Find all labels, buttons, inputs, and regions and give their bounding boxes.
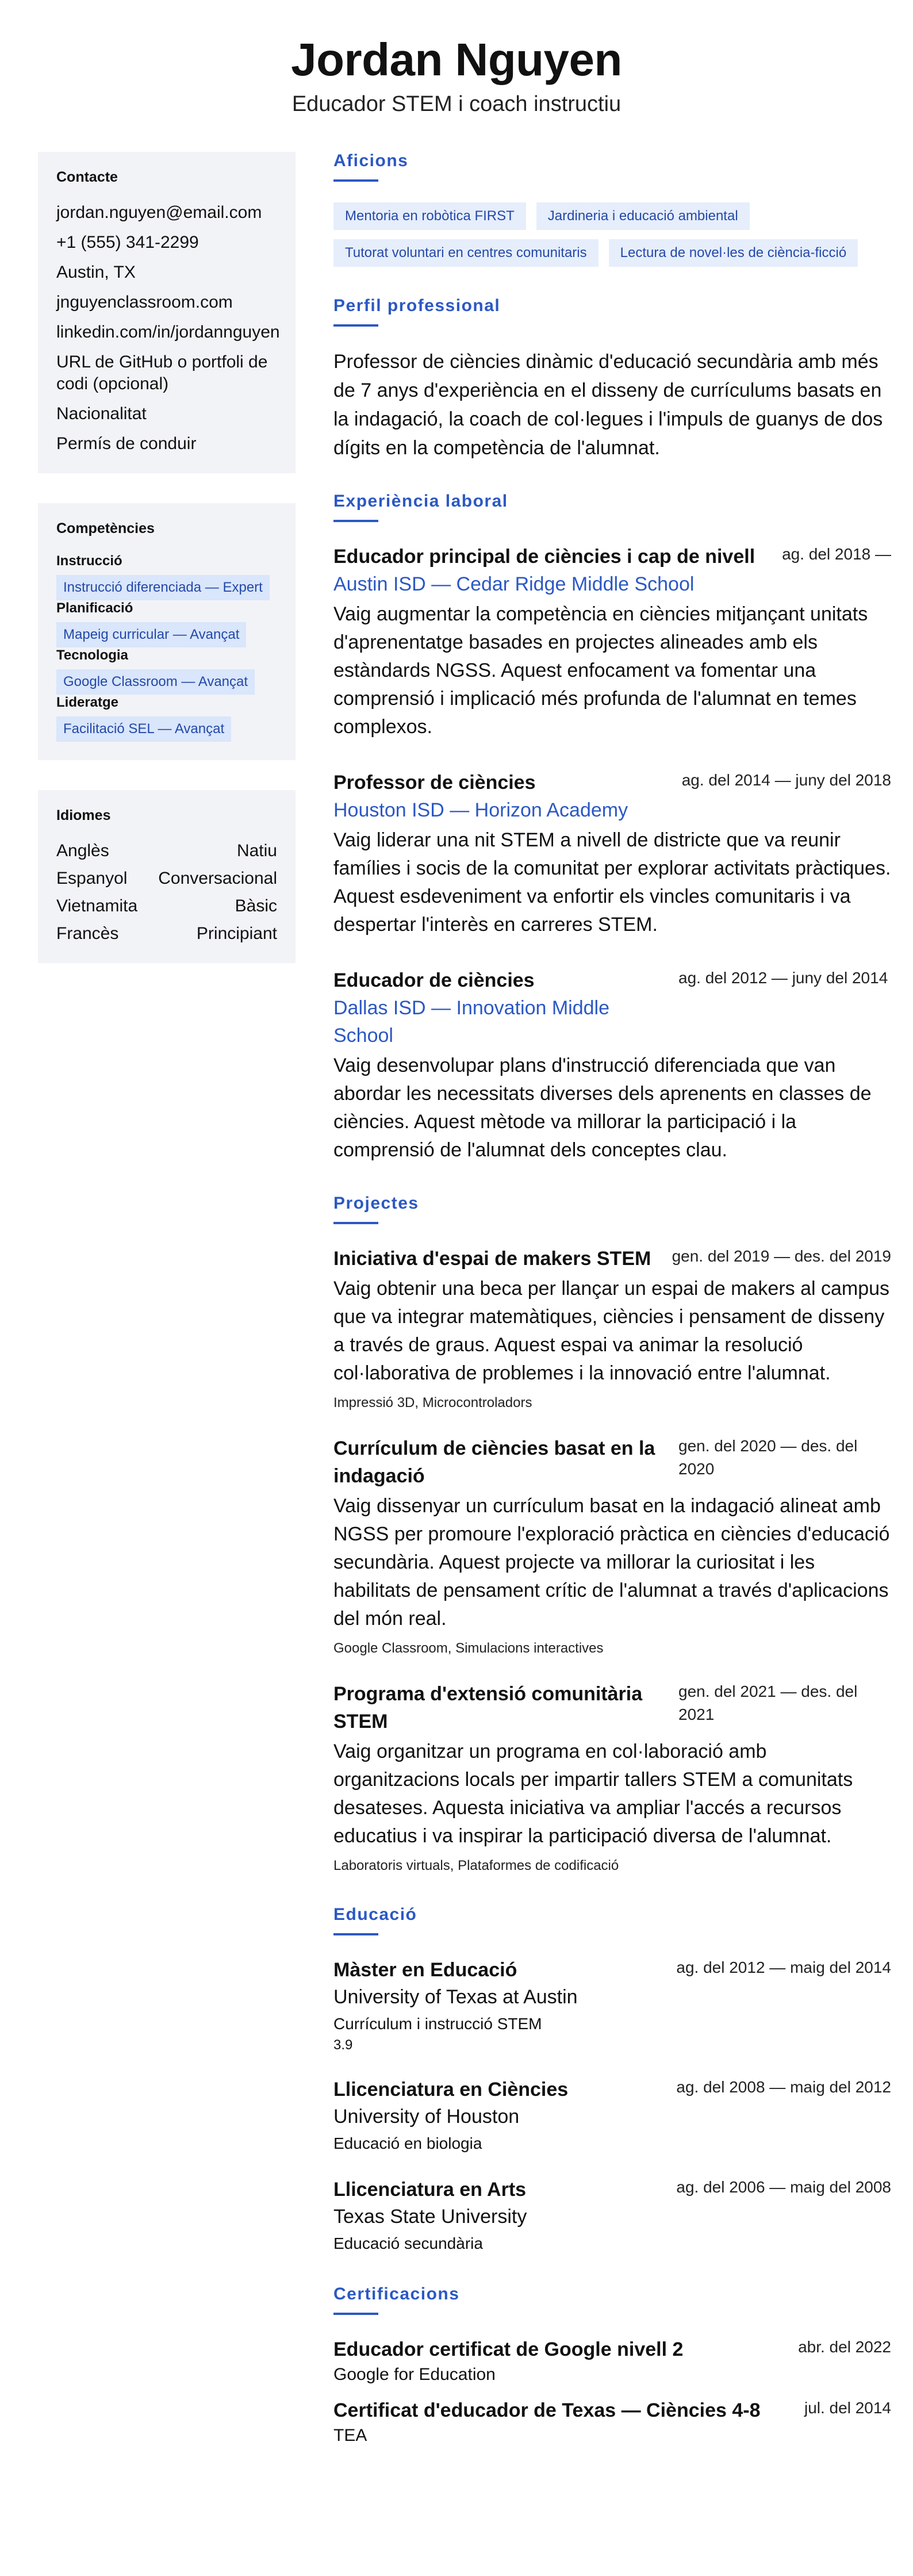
project-tags: Google Classroom, Simulacions interactives — [333, 1640, 604, 1656]
contact-email[interactable]: jordan.nguyen@email.com — [56, 203, 262, 222]
skill-category: Instrucció — [56, 553, 122, 569]
language-row — [56, 868, 277, 890]
project-entry — [333, 1680, 891, 1876]
experience-section — [333, 490, 891, 1164]
hobby-chip: Tutorat voluntari en centres comunitaris — [333, 239, 599, 267]
gpa: 3.9 — [333, 2037, 353, 2053]
section-divider — [333, 1222, 378, 1224]
sidebar — [38, 152, 296, 993]
hobbies-section — [333, 150, 891, 267]
certifications-section — [333, 2283, 891, 2447]
section-divider — [333, 2313, 378, 2315]
contact-nationality: Nacionalitat — [56, 404, 147, 423]
projects-heading: Projectes — [333, 1194, 419, 1213]
hobby-chips — [333, 202, 891, 267]
contact-phone[interactable]: +1 (555) 341-2299 — [56, 233, 199, 252]
contact-website[interactable]: jnguyenclassroom.com — [56, 293, 233, 312]
languages-heading: Idiomes — [56, 807, 111, 823]
certification-entry — [333, 2397, 891, 2447]
education-date: ag. del 2008 — maig del 2012 — [676, 2078, 891, 2096]
education-entry — [333, 2176, 891, 2255]
job-title: Professor de ciències — [333, 772, 536, 793]
skill-chip: Facilitació SEL — Avançat — [56, 716, 231, 742]
contact-location: Austin, TX — [56, 263, 136, 282]
project-date: gen. del 2020 — des. del 2020 — [678, 1437, 858, 1478]
school-name: Texas State University — [333, 2206, 527, 2228]
skill-group — [56, 553, 277, 600]
degree-title: Màster en Educació — [333, 1959, 517, 1981]
certification-name: Certificat d'educador de Texas — Ciències 4-8 — [333, 2399, 761, 2421]
skills-card — [38, 503, 296, 760]
job-date: ag. del 2018 — — [782, 545, 891, 563]
project-title: Programa d'extensió comunitària STEM — [333, 1683, 643, 1732]
education-section — [333, 1903, 891, 2255]
project-entry — [333, 1435, 891, 1658]
section-divider — [333, 179, 378, 182]
candidate-title: Educador STEM i coach instructiu — [291, 92, 622, 116]
project-date: gen. del 2019 — des. del 2019 — [672, 1247, 891, 1265]
candidate-name: Jordan Nguyen — [291, 34, 622, 85]
skill-category: Lideratge — [56, 695, 119, 710]
profile-summary: Professor de ciències dinàmic d'educació secundària amb més de 7 anys d'experiència en el disseny de currículums basats en la indagació, la coach de col·legues i l'impuls de guanys de dos dígits en la competència de l'alumnat. — [333, 351, 883, 459]
project-tags: Laboratoris virtuals, Plataformes de codificació — [333, 1858, 619, 1873]
education-heading: Educació — [333, 1905, 417, 1924]
profile-heading: Perfil professional — [333, 296, 501, 315]
skill-group — [56, 695, 277, 742]
language-name: Francès — [56, 924, 119, 943]
field-of-study: Currículum i instrucció STEM — [333, 2015, 542, 2033]
project-description: Vaig organitzar un programa en col·laboració amb organitzacions locals per impartir tallers STEM a comunitats desateses. Aquesta iniciativa va ampliar l'accés a recursos educatius i va inspirar la participació diversa de l'alumnat. — [333, 1741, 853, 1847]
degree-title: Llicenciatura en Arts — [333, 2179, 527, 2201]
skill-group — [56, 600, 277, 647]
contact-linkedin[interactable]: linkedin.com/in/jordannguyen — [56, 323, 280, 342]
skill-category: Tecnologia — [56, 647, 128, 663]
contact-heading: Contacte — [56, 169, 118, 185]
project-description: Vaig dissenyar un currículum basat en la indagació alineat amb NGSS per promoure l'exploració pràctica en ciències d'educació secundària. Aquest projecte va millorar la curiositat i les habilitats de pensament crític de l'alumnat a través d'aplicacions del món real. — [333, 1495, 890, 1630]
skill-chip: Google Classroom — Avançat — [56, 669, 255, 695]
education-entry — [333, 2076, 891, 2155]
job-employer: Austin ISD — Cedar Ridge Middle School — [333, 573, 695, 595]
language-name: Anglès — [56, 841, 109, 860]
skill-group — [56, 647, 277, 695]
hobbies-heading: Aficions — [333, 151, 409, 170]
contact-license: Permís de conduir — [56, 434, 197, 453]
certification-issuer: TEA — [333, 2426, 367, 2445]
skills-heading: Competències — [56, 520, 155, 536]
hobby-chip: Lectura de novel·les de ciència-ficció — [609, 239, 858, 267]
resume-header — [0, 0, 913, 117]
experience-entry — [333, 543, 891, 741]
project-description: Vaig obtenir una beca per llançar un espai de makers al campus que va integrar matemàtiques, ciències i pensament de disseny a través de graus. Aquest espai va animar la resolució col·laborativa de problemes i la innovació entre l'alumnat. — [333, 1278, 890, 1384]
language-level: Conversacional — [158, 869, 277, 888]
project-title: Currículum de ciències basat en la indagació — [333, 1438, 655, 1487]
contact-card — [38, 152, 296, 473]
section-divider — [333, 1933, 378, 1935]
job-date: ag. del 2014 — juny del 2018 — [681, 771, 891, 789]
job-date: ag. del 2012 — juny del 2014 — [678, 969, 888, 987]
project-title: Iniciativa d'espai de makers STEM — [333, 1248, 651, 1270]
school-name: University of Houston — [333, 2106, 520, 2128]
education-date: ag. del 2012 — maig del 2014 — [676, 1958, 891, 1976]
language-row — [56, 895, 277, 917]
languages-card — [38, 790, 296, 963]
language-name: Vietnamita — [56, 896, 138, 915]
job-description: Vaig desenvolupar plans d'instrucció diferenciada que van abordar les necessitats diverses dels aprenents en classes de ciències. Aquest mètode va millorar la participació i la comprensió de l'alumnat dels conceptes clau. — [333, 1055, 872, 1161]
profile-section — [333, 294, 891, 462]
experience-entry — [333, 769, 891, 939]
language-level: Bàsic — [235, 896, 277, 915]
certification-date: abr. del 2022 — [798, 2338, 891, 2356]
language-row — [56, 923, 277, 945]
skill-chip: Mapeig curricular — Avançat — [56, 622, 246, 647]
language-level: Natiu — [236, 841, 277, 860]
skill-chip: Instrucció diferenciada — Expert — [56, 575, 270, 600]
language-level: Principiant — [196, 924, 277, 943]
job-employer: Houston ISD — Horizon Academy — [333, 799, 628, 821]
education-date: ag. del 2006 — maig del 2008 — [676, 2178, 891, 2196]
hobby-chip: Mentoria en robòtica FIRST — [333, 202, 526, 230]
contact-github[interactable]: URL de GitHub o portfoli de codi (opcional) — [56, 352, 268, 393]
job-title: Educador de ciències — [333, 969, 535, 991]
section-divider — [333, 520, 378, 522]
experience-entry — [333, 967, 891, 1164]
project-tags: Impressió 3D, Microcontroladors — [333, 1395, 532, 1410]
certification-entry — [333, 2336, 891, 2386]
language-row — [56, 840, 277, 862]
certification-issuer: Google for Education — [333, 2365, 496, 2384]
certification-date: jul. del 2014 — [804, 2399, 891, 2417]
language-name: Espanyol — [56, 869, 128, 888]
skill-category: Planificació — [56, 600, 133, 616]
certifications-heading: Certificacions — [333, 2284, 460, 2303]
job-description: Vaig liderar una nit STEM a nivell de districte que va reunir famílies i socis de la comunitat per explorar activitats pràctiques. Aquest esdeveniment va enfortir els vincles comunitaris i va despertar l'interès en carreres STEM. — [333, 829, 891, 936]
certification-name: Educador certificat de Google nivell 2 — [333, 2339, 684, 2360]
experience-heading: Experiència laboral — [333, 492, 508, 511]
section-divider — [333, 324, 378, 327]
main-content — [333, 152, 891, 2475]
hobby-chip: Jardineria i educació ambiental — [536, 202, 750, 230]
project-date: gen. del 2021 — des. del 2021 — [678, 1682, 858, 1723]
job-employer: Dallas ISD — Innovation Middle School — [333, 997, 610, 1046]
field-of-study: Educació secundària — [333, 2234, 483, 2252]
project-entry — [333, 1245, 891, 1413]
field-of-study: Educació en biologia — [333, 2134, 482, 2152]
degree-title: Llicenciatura en Ciències — [333, 2079, 569, 2100]
school-name: University of Texas at Austin — [333, 1986, 578, 2008]
education-entry — [333, 1956, 891, 2055]
job-description: Vaig augmentar la competència en ciències mitjançant unitats d'aprenentatge basades en projectes alineades amb els estàndards NGSS. Aquest enfocament va fomentar una comprensió i implicació més profunda de l'alumnat en temes complexos. — [333, 603, 868, 738]
job-title: Educador principal de ciències i cap de nivell — [333, 546, 755, 568]
projects-section — [333, 1192, 891, 1876]
